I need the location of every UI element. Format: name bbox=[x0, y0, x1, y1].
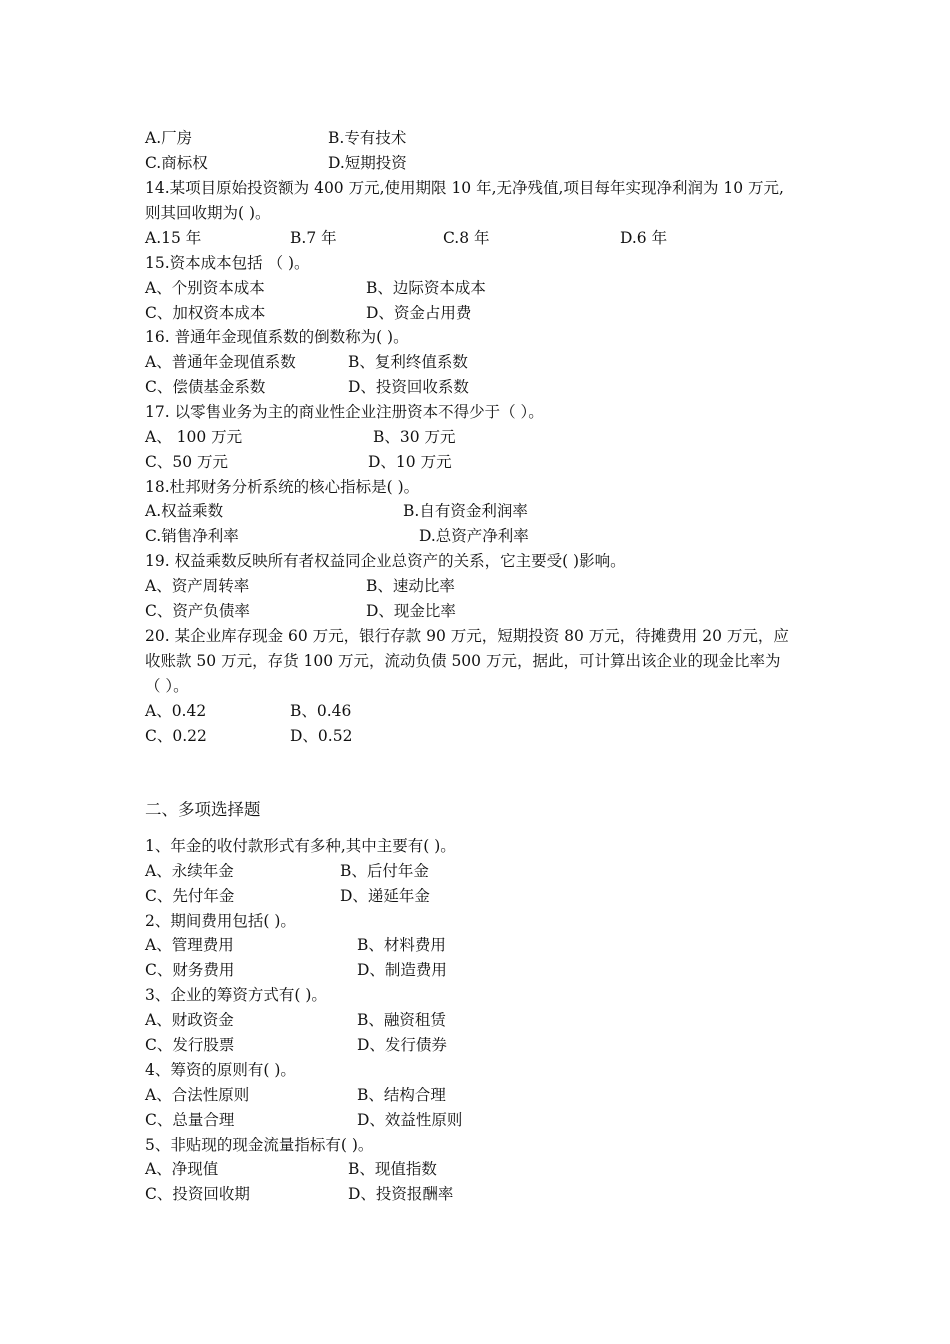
m-q2-option-b: B、材料费用 bbox=[357, 936, 446, 954]
q17-option-b: B、30 万元 bbox=[373, 428, 456, 446]
m-q2-option-a: A、管理费用 bbox=[145, 936, 234, 954]
q14-option-a: A.15 年 bbox=[145, 229, 202, 247]
q19-option-c: C、资产负债率 bbox=[145, 602, 250, 620]
q18-option-c: C.销售净利率 bbox=[145, 527, 239, 545]
q13-option-b: B.专有技术 bbox=[328, 129, 407, 147]
m-q3-option-d: D、发行债券 bbox=[357, 1036, 447, 1054]
q14-text-line2: 则其回收期为( )。 bbox=[145, 204, 271, 222]
q20-option-d: D、0.52 bbox=[290, 727, 353, 745]
m-q4-option-a: A、合法性原则 bbox=[145, 1086, 250, 1104]
q19-option-b: B、速动比率 bbox=[366, 577, 455, 595]
m-q3-option-c: C、发行股票 bbox=[145, 1036, 235, 1054]
m-q5-option-c: C、投资回收期 bbox=[145, 1185, 250, 1203]
q20-option-c: C、0.22 bbox=[145, 727, 207, 745]
m-q4-option-b: B、结构合理 bbox=[357, 1086, 446, 1104]
q14-option-b: B.7 年 bbox=[290, 229, 337, 247]
m-q1-option-c: C、先付年金 bbox=[145, 887, 235, 905]
q15-option-d: D、资金占用费 bbox=[366, 304, 472, 322]
q18-option-a: A.权益乘数 bbox=[145, 502, 224, 520]
m-q4-text: 4、筹资的原则有( )。 bbox=[145, 1061, 296, 1079]
m-q4-option-c: C、总量合理 bbox=[145, 1111, 235, 1129]
m-q1-option-a: A、永续年金 bbox=[145, 862, 234, 880]
q15-option-a: A、个别资本成本 bbox=[145, 279, 265, 297]
q17-option-d: D、10 万元 bbox=[368, 453, 452, 471]
m-q2-text: 2、期间费用包括( )。 bbox=[145, 912, 296, 930]
m-q1-option-d: D、递延年金 bbox=[340, 887, 430, 905]
q17-text: 17. 以零售业务为主的商业性企业注册资本不得少于（ ）。 bbox=[145, 403, 544, 421]
q14-option-d: D.6 年 bbox=[620, 229, 668, 247]
q20-text-line2: 收账款 50 万元，存货 100 万元，流动负债 500 万元，据此，可计算出该企业的现金比率为 bbox=[145, 652, 781, 670]
m-q5-text: 5、非贴现的现金流量指标有( )。 bbox=[145, 1136, 374, 1154]
q13-option-d: D.短期投资 bbox=[328, 154, 407, 172]
section-heading-multiple-choice: 二、多项选择题 bbox=[145, 800, 261, 819]
m-q5-option-a: A、净现值 bbox=[145, 1160, 219, 1178]
q20-option-b: B、0.46 bbox=[290, 702, 352, 720]
q13-option-a: A.厂房 bbox=[145, 129, 193, 147]
q16-text: 16. 普通年金现值系数的倒数称为( )。 bbox=[145, 328, 409, 346]
m-q5-option-d: D、投资报酬率 bbox=[348, 1185, 454, 1203]
q16-option-a: A、普通年金现值系数 bbox=[145, 353, 296, 371]
m-q3-text: 3、企业的筹资方式有( )。 bbox=[145, 986, 327, 1004]
q16-option-c: C、偿债基金系数 bbox=[145, 378, 266, 396]
m-q5-option-b: B、现值指数 bbox=[348, 1160, 437, 1178]
q18-text: 18.杜邦财务分析系统的核心指标是( )。 bbox=[145, 478, 420, 496]
q20-text-line3: （ ）。 bbox=[145, 677, 189, 695]
q16-option-d: D、投资回收系数 bbox=[348, 378, 469, 396]
q17-option-c: C、50 万元 bbox=[145, 453, 229, 471]
m-q1-option-b: B、后付年金 bbox=[340, 862, 429, 880]
q17-option-a: A、 100 万元 bbox=[145, 428, 243, 446]
q19-option-a: A、资产周转率 bbox=[145, 577, 250, 595]
m-q4-option-d: D、效益性原则 bbox=[357, 1111, 463, 1129]
q15-text: 15.资本成本包括 （ )。 bbox=[145, 254, 310, 272]
q20-option-a: A、0.42 bbox=[145, 702, 207, 720]
m-q2-option-d: D、制造费用 bbox=[357, 961, 447, 979]
q18-option-b: B.自有资金利润率 bbox=[403, 502, 528, 520]
q15-option-b: B、边际资本成本 bbox=[366, 279, 486, 297]
q14-text-line1: 14.某项目原始投资额为 400 万元,使用期限 10 年,无净残值,项目每年实现净利润为 10 万元, bbox=[145, 179, 784, 197]
q20-text-line1: 20. 某企业库存现金 60 万元，银行存款 90 万元，短期投资 80 万元，待摊费用 20 万元，应 bbox=[145, 627, 789, 645]
m-q1-text: 1、年金的收付款形式有多种,其中主要有( )。 bbox=[145, 837, 456, 855]
q16-option-b: B、复利终值系数 bbox=[348, 353, 468, 371]
q15-option-c: C、加权资本成本 bbox=[145, 304, 266, 322]
m-q2-option-c: C、财务费用 bbox=[145, 961, 235, 979]
m-q3-option-b: B、融资租赁 bbox=[357, 1011, 446, 1029]
m-q3-option-a: A、财政资金 bbox=[145, 1011, 234, 1029]
q13-option-c: C.商标权 bbox=[145, 154, 208, 172]
q14-option-c: C.8 年 bbox=[443, 229, 490, 247]
q19-text: 19. 权益乘数反映所有者权益同企业总资产的关系，它主要受( )影响。 bbox=[145, 552, 626, 570]
q19-option-d: D、现金比率 bbox=[366, 602, 456, 620]
q18-option-d: D.总资产净利率 bbox=[419, 527, 529, 545]
